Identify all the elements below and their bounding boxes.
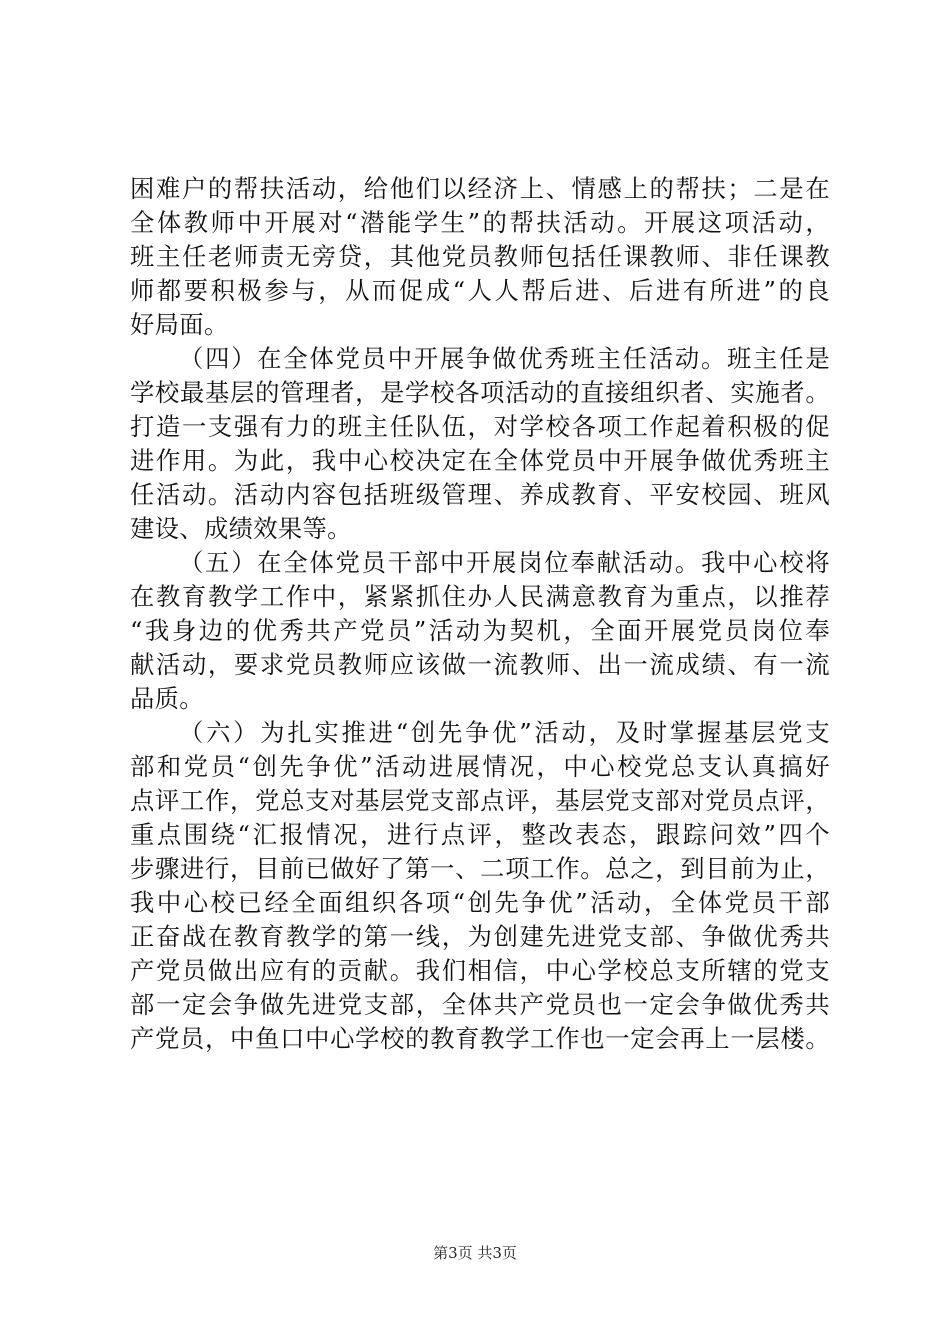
text-line: 好局面。 xyxy=(130,310,229,339)
text-line: 建设、成绩效果等。 xyxy=(130,514,352,543)
text-line: 师都要积极参与，从而促成“人人帮后进、后进有所进”的良 xyxy=(130,276,830,305)
text-line: 班主任老师责无旁贷，其他党员教师包括任课教师、非任课教 xyxy=(130,242,830,271)
text-line: 部和党员“创先争优”活动进展情况，中心校党总支认真搞好 xyxy=(130,752,830,781)
text-line: 品质。 xyxy=(130,684,204,713)
text-line: 部一定会争做先进党支部，全体共产党员也一定会争做优秀共 xyxy=(130,990,830,1019)
text-line: 献活动，要求党员教师应该做一流教师、出一流成绩、有一流 xyxy=(130,650,830,679)
text-line: “我身边的优秀共产党员”活动为契机，全面开展党员岗位奉 xyxy=(130,616,830,645)
paragraph-start-line: （四）在全体党员中开展争做优秀班主任活动。班主任是 xyxy=(179,344,830,373)
paragraph-start-line: （六）为扎实推进“创先争优”活动，及时掌握基层党支 xyxy=(179,718,830,747)
text-line: 产党员做出应有的贡献。我们相信，中心学校总支所辖的党支 xyxy=(130,956,830,985)
text-line: 点评工作，党总支对基层党支部点评，基层党支部对党员点评， xyxy=(130,786,830,815)
text-line: 步骤进行，目前已做好了第一、二项工作。总之，到目前为止， xyxy=(130,854,830,883)
text-line: 打造一支强有力的班主任队伍，对学校各项工作起着积极的促 xyxy=(130,412,830,441)
text-line: 产党员，中鱼口中心学校的教育教学工作也一定会再上一层楼。 xyxy=(130,1024,830,1053)
page-number-footer: 第3页 共3页 xyxy=(433,1244,517,1262)
text-line: 学校最基层的管理者，是学校各项活动的直接组织者、实施者。 xyxy=(130,378,830,407)
text-line: 任活动。活动内容包括班级管理、养成教育、平安校园、班风 xyxy=(130,480,830,509)
text-line: 正奋战在教育教学的第一线，为创建先进党支部、争做优秀共 xyxy=(130,922,830,951)
paragraph-start-line: （五）在全体党员干部中开展岗位奉献活动。我中心校将 xyxy=(179,548,830,577)
text-line: 全体教师中开展对“潜能学生”的帮扶活动。开展这项活动， xyxy=(130,208,830,237)
text-line: 我中心校已经全面组织各项“创先争优”活动，全体党员干部 xyxy=(130,888,830,917)
text-line: 重点围绕“汇报情况，进行点评，整改表态，跟踪问效”四个 xyxy=(130,820,830,849)
text-line: 困难户的帮扶活动，给他们以经济上、情感上的帮扶；二是在 xyxy=(130,174,830,203)
document-body xyxy=(130,172,830,1056)
text-line: 进作用。为此，我中心校决定在全体党员中开展争做优秀班主 xyxy=(130,446,830,475)
text-line: 在教育教学工作中，紧紧抓住办人民满意教育为重点，以推荐 xyxy=(130,582,830,611)
